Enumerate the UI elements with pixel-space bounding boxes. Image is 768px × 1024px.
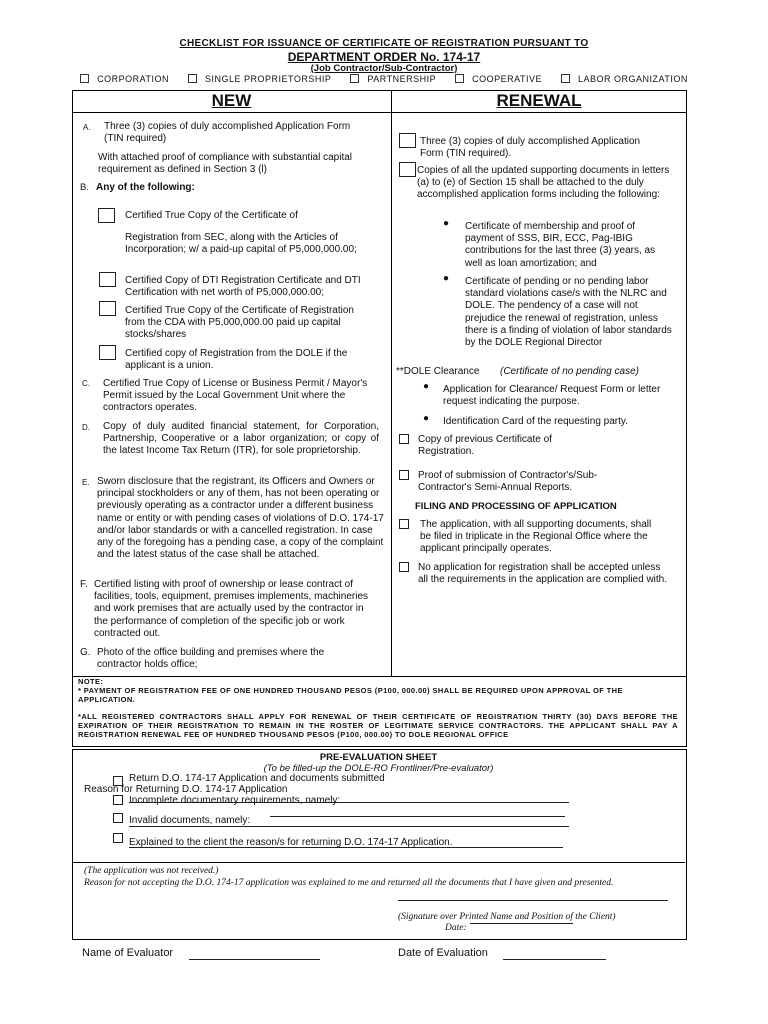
pre-eval-item4: Explained to the client the reason/s for returning D.O. 174-17 Application. <box>129 837 453 848</box>
new-b3: Certified True Copy of the Certificate of Registration from the CDA with P5,000,000.00 paid up capital stocks/shares <box>125 305 354 341</box>
new-item-f: Certified listing with proof of ownership or lease contract of facilities, tools, equipment, premises implements, machineries and work premises that are actually used by the contractor in the performance of completion of the specific job or work contracted out. <box>94 579 368 639</box>
pre-eval-item1: Return D.O. 174-17 Application and documents submitted <box>129 773 385 784</box>
bullet-icon: ● <box>423 381 430 392</box>
fill-line[interactable] <box>129 847 563 848</box>
pre-eval-item3-checkbox[interactable] <box>113 813 123 823</box>
dole-bullet1: Application for Clearance/ Request Form or letter request indicating the purpose. <box>443 384 661 408</box>
evaluator-label: Name of Evaluator <box>82 947 174 959</box>
checkbox-icon <box>80 74 89 83</box>
renewal-r3-checkbox[interactable] <box>399 434 409 444</box>
fill-line[interactable] <box>129 826 569 827</box>
bullet-icon: ● <box>423 413 430 424</box>
item-label: C. <box>82 379 90 388</box>
checkbox-icon <box>188 74 197 83</box>
checkbox-icon <box>455 74 464 83</box>
renewal-r2-bullet2: Certificate of pending or no pending labor standard violations case/s with the NLRC and DOLE. The pendency of a case will not prejudice the renewal of registration, unless there is a finding of violation of labor standards by the DOLE Regional Director <box>465 276 672 349</box>
item-label: B. <box>80 182 89 193</box>
filing-f1-checkbox[interactable] <box>399 519 409 529</box>
item-label: E. <box>82 478 90 487</box>
pre-eval-reason: Reason for Returning D.O. 174-17 Application <box>84 784 288 795</box>
type-option[interactable]: CORPORATION <box>76 74 173 84</box>
date-of-evaluation-field[interactable] <box>503 949 606 960</box>
organization-types <box>0 74 768 84</box>
signature-line[interactable] <box>398 900 668 901</box>
fill-line[interactable] <box>270 816 565 817</box>
pre-eval-title: PRE-EVALUATION SHEET <box>319 752 438 763</box>
checkbox-icon <box>561 74 570 83</box>
dole-clearance-note: (Certificate of no pending case) <box>500 366 639 377</box>
new-heading: NEW <box>72 90 391 113</box>
item-label: D. <box>82 423 90 432</box>
signature-label: (Signature over Printed Name and Position of the Client) <box>398 912 616 922</box>
item-label: A. <box>83 123 91 132</box>
new-b1b: Registration from SEC, along with the Articles of Incorporation; w/ a paid-up capital of P5,000,000.00; <box>125 232 357 256</box>
pre-eval-separator <box>72 862 685 863</box>
renewal-r3: Copy of previous Certificate of Registration. <box>418 434 552 458</box>
not-accepting-note: Reason for not accepting the D.O. 174-17 application was explained to me and returned all the documents that I have given and presented. <box>84 878 614 888</box>
bullet-icon: ● <box>443 273 450 284</box>
fill-line[interactable] <box>129 802 569 803</box>
renewal-r1: Three (3) copies of duly accomplished Application Form (TIN required). <box>420 136 641 160</box>
renewal-heading: RENEWAL <box>392 90 686 113</box>
type-option[interactable]: COOPERATIVE <box>451 74 546 84</box>
note-renewal: *ALL REGISTERED CONTRACTORS SHALL APPLY FOR RENEWAL OF THEIR CERTIFICATE OF REGISTRATION THIRTY (30) DAYS BEFORE THE EXPIRATION OF THEIR REGISTRATION TO REMAIN IN THE ROSTER OF LEGITIMATE SERVICE CONTRACTORS. THE APPLICANT SHALL PAY A REGISTRATION RENEWAL FEE OF HUNDRED THOUSAND PESOS (P100, 000.00) TO DOLE REGIONAL OFFICE <box>78 712 678 739</box>
type-option[interactable]: LABOR ORGANIZATION <box>557 74 692 84</box>
filing-f2: No application for registration shall be accepted unless all the requirements in the application are complied with. <box>418 562 668 586</box>
new-item-d: Copy of duly audited financial statement, for Corporation, Partnership, Cooperative or a labor organization; or copy of the latest Income Tax Return (ITR), for sole proprietorship. <box>103 421 379 457</box>
new-b1a: Certified True Copy of the Certificate of <box>125 210 298 221</box>
filing-f1: The application, with all supporting documents, shall be filed in triplicate in the Regional Office where the applicant principally operates. <box>420 519 652 555</box>
new-item-b: Any of the following: <box>96 182 195 193</box>
checkbox-icon <box>350 74 359 83</box>
date-label: Date: <box>445 923 467 933</box>
new-b4-checkbox[interactable] <box>99 345 116 360</box>
column-divider <box>391 90 392 676</box>
new-item-g: Photo of the office building and premises where the contractor holds office; <box>97 647 325 671</box>
filing-f2-checkbox[interactable] <box>399 562 409 572</box>
item-label: G. <box>80 647 91 658</box>
document-title: CHECKLIST FOR ISSUANCE OF CERTIFICATE OF REGISTRATION PURSUANT TO <box>179 38 589 49</box>
renewal-r2: Copies of all the updated supporting documents in letters (a) to (e) of Section 15 shall be attached to the duly accomplished application forms including the following: <box>417 165 670 201</box>
type-option[interactable]: PARTNERSHIP <box>346 74 440 84</box>
new-b3-checkbox[interactable] <box>99 301 116 316</box>
filing-heading: FILING AND PROCESSING OF APPLICATION <box>415 501 617 512</box>
not-received-note: (The application was not received.) <box>84 866 219 876</box>
renewal-r1-checkbox[interactable] <box>399 133 416 148</box>
new-item-a: Three (3) copies of duly accomplished Application Form (TIN required) <box>104 121 351 145</box>
type-option[interactable]: SINGLE PROPRIETORSHIP <box>184 74 335 84</box>
new-item-e: Sworn disclosure that the registrant, its Officers and Owners or principal stockholders or any of them, has not been operating or previously operating as a contractor under a different business name or entity or with pending cases of violations of D.O. 174-17 and/or labor standards or with a cancelled registration. In case any of the foregoing has a pending case, a copy of the complaint and the latest status of the case shall be attached. <box>97 476 384 561</box>
new-b4: Certified copy of Registration from the DOLE if the applicant is a union. <box>125 348 348 372</box>
evaluator-name-field[interactable] <box>189 949 320 960</box>
dole-bullet2: Identification Card of the requesting party. <box>443 416 628 427</box>
department-order: DEPARTMENT ORDER No. 174-17 <box>287 50 481 64</box>
renewal-r2-checkbox[interactable] <box>399 162 416 177</box>
pre-eval-item2: Incomplete documentary requirements, namely: <box>129 795 341 806</box>
new-b1-checkbox[interactable] <box>98 208 115 223</box>
document-subtitle: (Job Contractor/Sub-Contractor) <box>310 63 458 74</box>
new-b2-checkbox[interactable] <box>99 272 116 287</box>
pre-eval-subtitle: (To be filled-up the DOLE-RO Frontliner/Pre-evaluator) <box>263 763 494 774</box>
renewal-r2-bullet1: Certificate of membership and proof of payment of SSS, BIR, ECC, Pag-IBIG contributions for the last three (3) years, as well as loan amortization; and <box>465 221 656 269</box>
new-item-c: Certified True Copy of License or Business Permit / Mayor's Permit issued by the Local Government Unit where the contractors operates. <box>103 378 368 414</box>
dole-clearance-label: **DOLE Clearance <box>396 366 480 377</box>
date-of-evaluation-label: Date of Evaluation <box>398 947 488 959</box>
new-b2: Certified Copy of DTI Registration Certificate and DTI Certification with net worth of P5,000,000.00; <box>125 275 361 299</box>
bullet-icon: ● <box>443 218 450 229</box>
pre-eval-item3: Invalid documents, namely: <box>129 815 251 826</box>
renewal-r4: Proof of submission of Contractor's/Sub-Contractor's Semi-Annual Reports. <box>418 470 598 494</box>
renewal-r4-checkbox[interactable] <box>399 470 409 480</box>
pre-eval-item2-checkbox[interactable] <box>113 795 123 805</box>
item-label: F. <box>80 579 88 590</box>
new-item-a-capital: With attached proof of compliance with substantial capital requirement as defined in Section 3 (l) <box>98 152 353 176</box>
date-line[interactable] <box>470 923 573 924</box>
note-label: NOTE: <box>78 677 104 686</box>
note-registration-fee: * PAYMENT OF REGISTRATION FEE OF ONE HUNDRED THOUSAND PESOS (P100, 000.00) SHALL BE REQUIRED UPON APPROVAL OF THE APPLICATION. <box>78 686 623 704</box>
pre-eval-item4-checkbox[interactable] <box>113 833 123 843</box>
